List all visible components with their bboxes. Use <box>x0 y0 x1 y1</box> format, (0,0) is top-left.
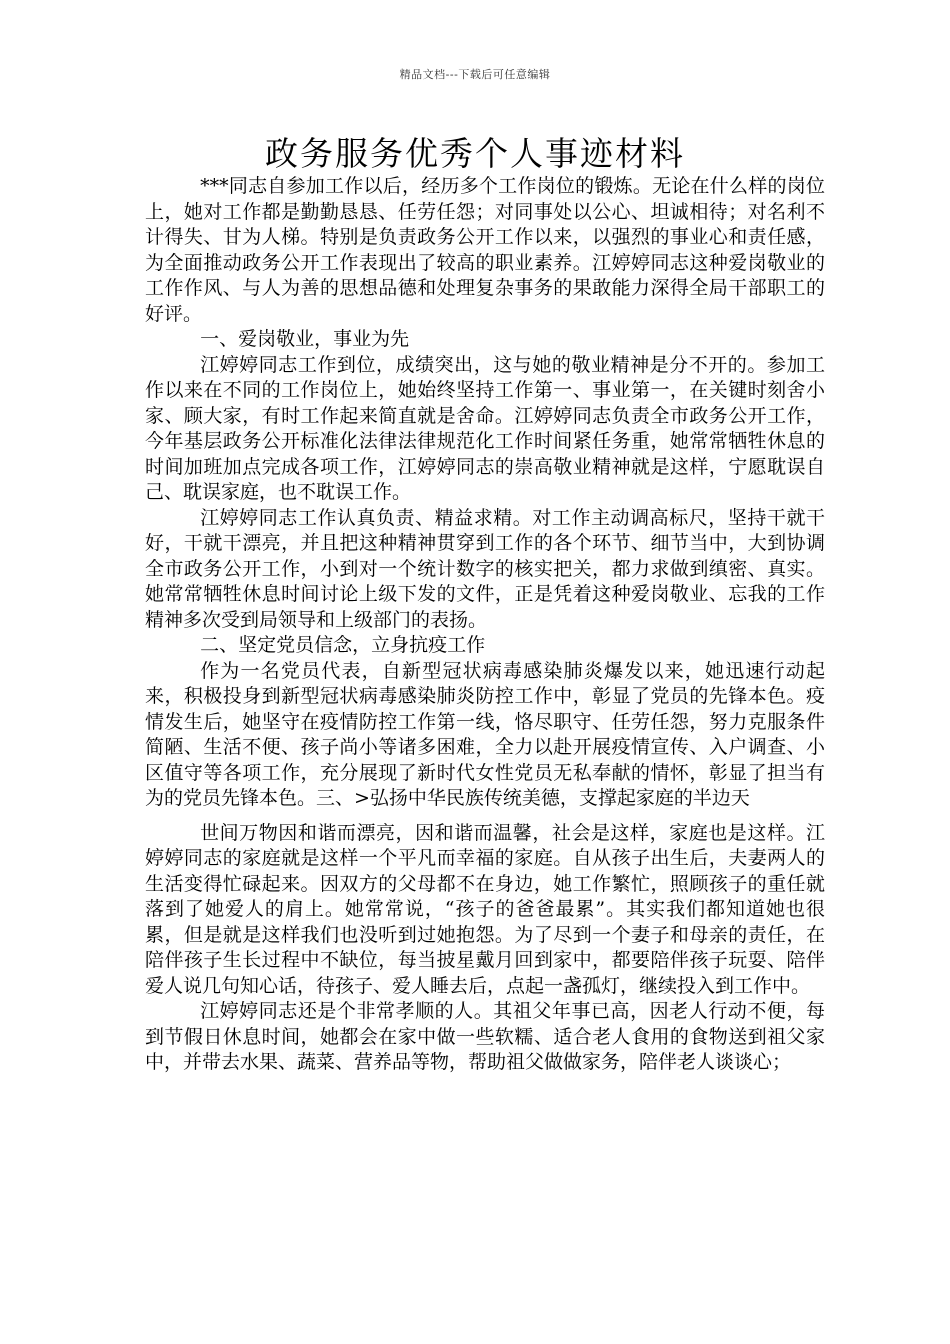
header-note: 精品文档---下载后可任意编辑 <box>399 68 551 81</box>
paragraph-intro: ***同志自参加工作以后，经历多个工作岗位的锻炼。无论在什么样的岗位上，她对工作都是勤勤恳恳、任劳任怨；对同事处以公心、坦诚相待；对名利不计得失、甘为人梯。特别是负责政务公开工作以来，以强烈的事业心和责任感，为全面推动政务公开工作表现出了较高的职业素养。江婷婷同志这种爱岗敬业的工作作风、与人为善的思想品德和处理复杂事务的果敢能力深得全局干部职工的好评。 <box>145 175 825 325</box>
section-heading-1: 一、爱岗敬业，事业为先 <box>200 328 410 350</box>
document-body <box>145 174 825 1076</box>
paragraph-epidemic: 作为一名党员代表，自新型冠状病毒感染肺炎爆发以来，她迅速行动起来，积极投身到新型冠状病毒感染肺炎防控工作中，彰显了党员的先锋本色。疫情发生后，她坚守在疫情防控工作第一线，恪尽职守、任劳任怨，努力克服条件简陋、生活不便、孩子尚小等诸多困难，全力以赴开展疫情宣传、入户调查、小区值守等各项工作，充分展现了新时代女性党员无私奉献的情怀，彰显了担当有为的党员先锋本色。三、>弘扬中华民族传统美德，支撑起家庭的半边天 <box>145 659 825 809</box>
paragraph-diligence: 江婷婷同志工作认真负责、精益求精。对工作主动调高标尺，坚持干就干好，干就干漂亮，并且把这种精神贯穿到工作的各个环节、细节当中，大到协调全市政务公开工作，小到对一个统计数字的核实把关，都力求做到缜密、真实。她常常牺牲休息时间讨论上级下发的文件，正是凭着这种爱岗敬业、忘我的工作精神多次受到局领导和上级部门的表扬。 <box>145 506 825 631</box>
document-title: 政务服务优秀个人事迹材料 <box>265 134 685 173</box>
paragraph-filial: 江婷婷同志还是个非常孝顺的人。其祖父年事已高，因老人行动不便，每到节假日休息时间，她都会在家中做一些软糯、适合老人食用的食物送到祖父家中，并带去水果、蔬菜、营养品等物，帮助祖父做做家务，陪伴老人谈谈心； <box>145 1000 825 1073</box>
paragraph-family: 世间万物因和谐而漂亮，因和谐而温馨，社会是这样，家庭也是这样。江婷婷同志的家庭就是这样一个平凡而幸福的家庭。自从孩子出生后，夫妻两人的生活变得忙碌起来。因双方的父母都不在身边，她工作繁忙，照顾孩子的重任就落到了她爱人的肩上。她常常说，“孩子的爸爸最累”。其实我们都知道她也很累，但是就是这样我们也没听到过她抱怨。为了尽到一个妻子和母亲的责任，在陪伴孩子生长过程中不缺位，每当披星戴月回到家中，都要陪伴孩子玩耍、陪伴爱人说几句知心话，待孩子、爱人睡去后，点起一盏孤灯，继续投入到工作中。 <box>145 821 825 997</box>
section-heading-2: 二、坚定党员信念，立身抗疫工作 <box>200 634 486 656</box>
paragraph-dedication: 江婷婷同志工作到位，成绩突出，这与她的敬业精神是分不开的。参加工作以来在不同的工作岗位上，她始终坚持工作第一、事业第一，在关键时刻舍小家、顾大家，有时工作起来简直就是舍命。江婷婷同志负责全市政务公开工作，今年基层政务公开标准化法律法律规范化工作时间紧任务重，她常常牺牲休息的时间加班加点完成各项工作，江婷婷同志的崇高敬业精神就是这样，宁愿耽误自己、耽误家庭，也不耽误工作。 <box>145 353 825 503</box>
